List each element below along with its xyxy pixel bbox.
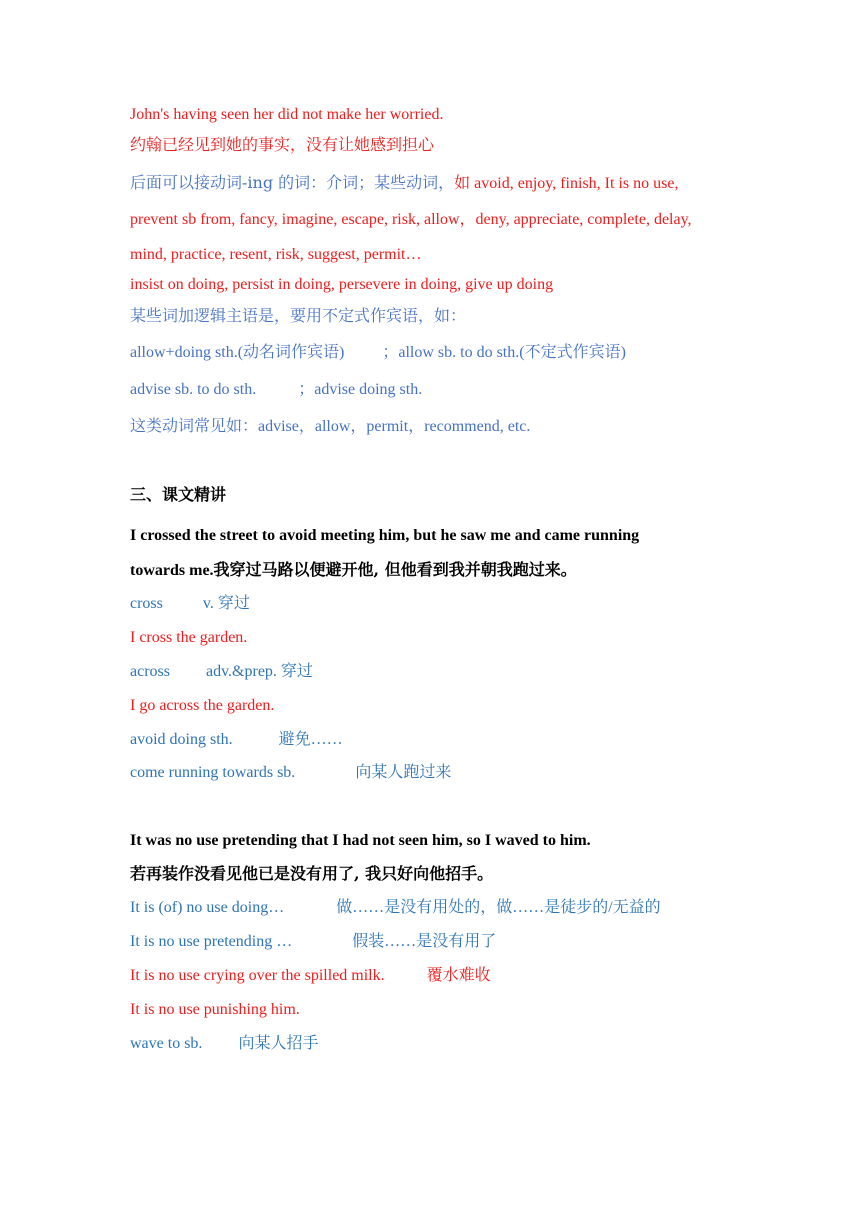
gerund-verb-list-3: mind, practice, resent, risk, suggest, permit… (130, 246, 422, 263)
phrase-wave (130, 1034, 318, 1054)
advise-infinitive: advise sb. to do sth. (130, 381, 257, 398)
infinitive-rule: 某些词加逻辑主语是，要用不定式作宾语，如： (130, 306, 467, 325)
vocab-cross-def: v. 穿过 (202, 595, 250, 612)
text-sentence-1-chinese: 我穿过马路以便避开他, 但他看到我并朝我跑过来。 (213, 560, 577, 579)
phrase-avoid-def: 避免…… (278, 731, 343, 748)
example-punishing: It is no use punishing him. (130, 1001, 300, 1018)
phrase-wave-def: 向某人招手 (238, 1035, 319, 1052)
section-heading: 三、课文精讲 (130, 485, 227, 504)
phrase-avoid-text: avoid doing sth. (130, 731, 233, 748)
phrase-avoid (130, 730, 343, 750)
vocab-across-word: across (130, 663, 170, 680)
phrase-come-running (130, 763, 451, 783)
phrase-no-use-doing (130, 898, 661, 918)
text-sentence-2-english: It was no use pretending that I had not seen him, so I waved to him. (130, 832, 591, 849)
vocab-across-example: I go across the garden. (130, 697, 275, 714)
phrase-pretending-text: It is no use pretending … (130, 933, 293, 950)
phrase-no-use-pretending (130, 932, 496, 952)
vocab-cross-word: cross (130, 595, 163, 612)
vocab-cross (130, 594, 250, 614)
phrase-no-use-text: It is (of) no use doing… (130, 899, 285, 916)
allow-infinitive: ；allow sb. to do sth.(不定式作宾语) (382, 344, 626, 361)
gerund-verb-list-start: 如 avoid, enjoy, finish, It is no use, (454, 175, 679, 192)
text-sentence-2-chinese: 若再装作没看见他已是没有用了, 我只好向他招手。 (130, 864, 494, 883)
advise-gerund: ；advise doing sth. (298, 381, 423, 398)
example-spilled-milk-def: 覆水难收 (426, 967, 491, 984)
phrase-no-use-def: 做……是没有用处的，做……是徒步的/无益的 (336, 899, 661, 916)
gerund-rule-intro: 后面可以接动词-ing 的词：介词；某些动词， (130, 173, 455, 192)
text-sentence-1-line2 (130, 560, 577, 581)
gerund-phrase-list: insist on doing, persist in doing, persevere in doing, give up doing (130, 276, 554, 293)
example-spilled-milk-text: It is no use crying over the spilled milk. (130, 967, 385, 984)
example-sentence-chinese: 约翰已经见到她的事实，没有让她感到担心 (130, 135, 435, 154)
example-spilled-milk (130, 966, 491, 986)
phrase-come-text: come running towards sb. (130, 764, 296, 781)
vocab-across (130, 662, 313, 682)
allow-gerund: allow+doing sth.(动名词作宾语) (130, 344, 345, 361)
text-sentence-1-end: towards me. (130, 562, 214, 579)
advise-usage-line (130, 380, 422, 400)
vocab-cross-example: I cross the garden. (130, 629, 248, 646)
allow-usage-line (130, 343, 626, 363)
example-sentence-english: John's having seen her did not make her worried. (130, 106, 444, 123)
phrase-pretending-def: 假装……是没有用了 (352, 933, 497, 950)
common-verbs-line: 这类动词常见如：advise，allow，permit，recommend, etc. (130, 418, 531, 435)
gerund-verb-list-2: prevent sb from, fancy, imagine, escape, risk, allow，deny, appreciate, complete, delay, (130, 211, 692, 228)
phrase-come-def: 向某人跑过来 (355, 764, 452, 781)
phrase-wave-text: wave to sb. (130, 1035, 203, 1052)
vocab-across-def: adv.&prep. 穿过 (205, 663, 313, 680)
gerund-rule-line (130, 173, 678, 194)
text-sentence-1-english: I crossed the street to avoid meeting him, but he saw me and came running (130, 527, 640, 544)
